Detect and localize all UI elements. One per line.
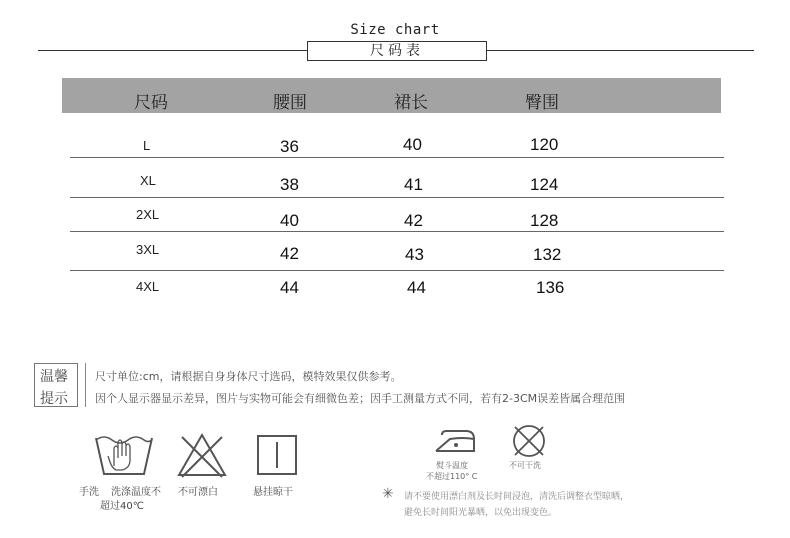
size-cell: L xyxy=(143,138,151,153)
size-cell: 2XL xyxy=(136,207,160,222)
row-divider xyxy=(70,197,724,198)
divider-right xyxy=(487,50,754,51)
wash-temp-label: 洗涤温度不 xyxy=(111,487,161,498)
length-cell: 43 xyxy=(405,245,424,264)
size-cell: XL xyxy=(140,173,156,188)
chart-title-en: Size chart xyxy=(350,22,440,38)
tips-line-1: 尺寸单位:cm，请根据自身身体尺寸选码，模特效果仅供参考。 xyxy=(95,370,402,383)
tips-line-2: 因个人显示器显示差异，图片与实物可能会有细微色差；因手工测量方式不同，若有2-3CM误差皆属合理范围 xyxy=(95,392,626,405)
hip-cell: 120 xyxy=(530,135,559,154)
wash-temp-label-2: 超过40℃ xyxy=(100,501,144,512)
hang-dry-icon xyxy=(256,434,298,476)
hip-cell: 136 xyxy=(536,278,565,297)
header-size: 尺码 xyxy=(134,93,168,113)
hip-cell: 132 xyxy=(533,245,562,264)
waist-cell: 42 xyxy=(280,244,299,263)
size-cell: 4XL xyxy=(136,279,160,294)
no-bleach-label: 不可漂白 xyxy=(178,487,218,498)
tips-label-bottom: 提示 xyxy=(40,391,68,407)
tips-divider xyxy=(85,363,86,407)
row-divider xyxy=(70,157,724,158)
no-dry-clean-label: 不可干洗 xyxy=(509,461,541,470)
hip-cell: 124 xyxy=(530,175,559,194)
waist-cell: 38 xyxy=(280,175,299,194)
length-cell: 42 xyxy=(404,211,423,230)
row-divider xyxy=(70,231,724,232)
tips-label-top: 温馨 xyxy=(40,369,68,385)
waist-cell: 40 xyxy=(280,211,299,230)
care-warning-1: 请不要使用漂白剂及长时间浸泡，清洗后调整衣型晾晒， xyxy=(404,492,630,502)
divider-left xyxy=(38,50,307,51)
iron-temp-label: 不超过110° C xyxy=(426,472,478,481)
header-waist: 腰围 xyxy=(273,93,307,113)
waist-cell: 36 xyxy=(280,137,299,156)
asterisk-icon: ✳ xyxy=(382,486,394,502)
header-length: 裙长 xyxy=(394,93,428,113)
no-dry-clean-icon xyxy=(510,423,548,459)
iron-icon xyxy=(432,425,478,455)
hip-cell: 128 xyxy=(530,211,559,230)
no-bleach-icon xyxy=(176,432,228,478)
length-cell: 44 xyxy=(407,278,426,297)
iron-label: 熨斗温度 xyxy=(436,461,468,470)
hand-wash-label: 手洗 xyxy=(79,487,99,498)
waist-cell: 44 xyxy=(280,278,299,297)
row-divider xyxy=(70,270,724,271)
chart-title-cn: 尺码表 xyxy=(307,41,487,61)
care-warning-2: 避免长时间阳光暴晒，以免出现变色。 xyxy=(404,508,558,518)
hand-wash-icon xyxy=(92,430,156,478)
length-cell: 40 xyxy=(403,135,422,154)
hang-dry-label: 悬挂晾干 xyxy=(253,487,293,498)
length-cell: 41 xyxy=(404,175,423,194)
header-hip: 臀围 xyxy=(525,93,559,113)
size-cell: 3XL xyxy=(136,242,160,257)
